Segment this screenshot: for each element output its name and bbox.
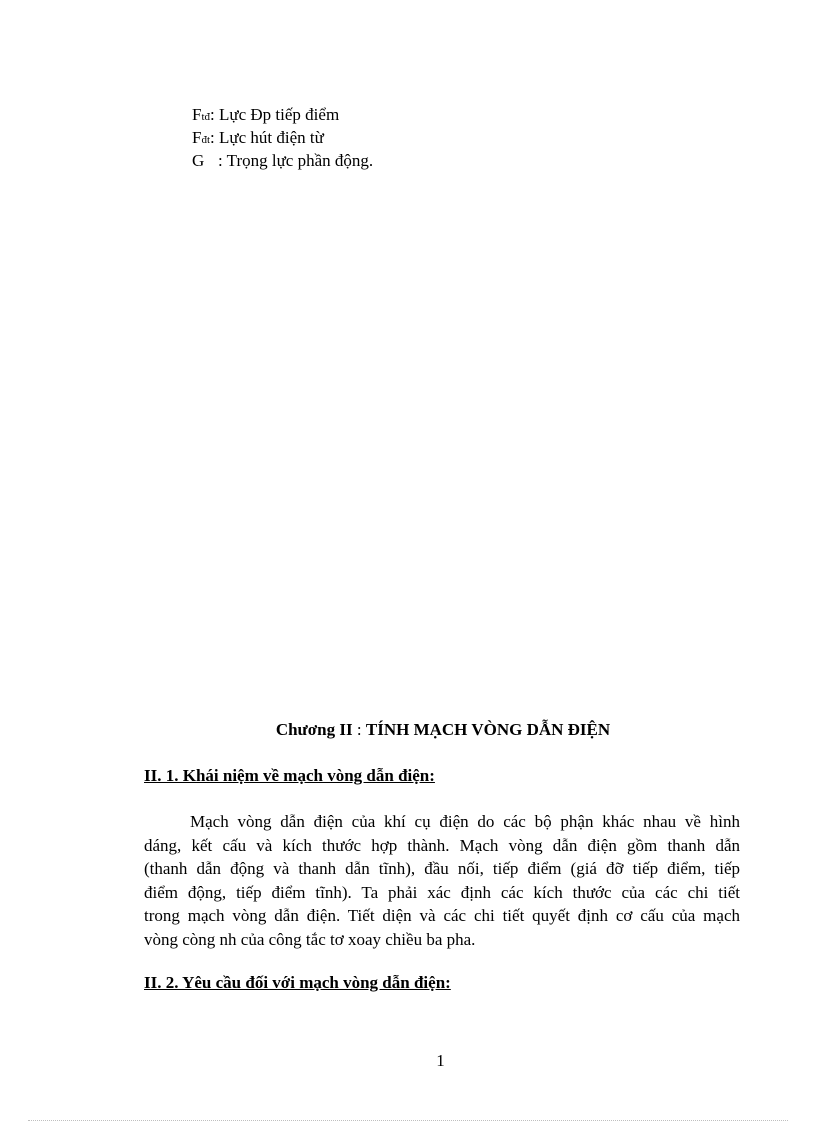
definition-text: Lực Đp tiếp điểm	[219, 105, 340, 124]
definition-row	[192, 127, 324, 151]
paragraph-line: vòng còng nh của công tắc tơ xoay chiều ba pha.	[144, 929, 476, 949]
paragraph-line: (thanh dẫn động và thanh dẫn tĩnh), đầu nối, tiếp điểm (giá đỡ tiếp điểm, tiếp	[144, 859, 740, 878]
symbol-ftd: Ftđ	[192, 105, 211, 124]
definition-text: Lực hút điện từ	[219, 128, 324, 147]
symbol-fdt: Fđt	[192, 128, 211, 147]
paragraph-line: điểm động, tiếp điểm tĩnh). Ta phải xác định các kích thước của các chi tiết	[144, 882, 740, 902]
definition-row	[192, 150, 373, 174]
section-heading-2: II. 2. Yêu cầu đối với mạch vòng dẫn điện:	[144, 973, 451, 992]
definition-text: Trọng lực phần động.	[226, 151, 374, 170]
symbol-g: G	[192, 151, 205, 170]
page-number: 1	[436, 1051, 445, 1070]
definition-separator: :	[218, 151, 227, 170]
footer-divider	[28, 1120, 788, 1121]
paragraph-line: trong mạch vòng dẫn điện. Tiết diện và các chi tiết quyết định cơ cấu của mạch	[144, 906, 740, 925]
definition-row	[192, 104, 339, 128]
paragraph-line: dáng, kết cấu và kích thước hợp thành. Mạch vòng dẫn điện gồm thanh dẫn	[144, 835, 740, 855]
chapter-label: Chương II	[275, 720, 353, 739]
body-paragraph	[144, 810, 740, 951]
paragraph-line: Mạch vòng dẫn điện của khí cụ điện do các bộ phận khác nhau về hình	[190, 812, 740, 831]
chapter-heading: TÍNH MẠCH VÒNG DẪN ĐIỆN	[365, 720, 611, 739]
definition-separator: :	[210, 128, 220, 147]
chapter-separator: :	[352, 720, 366, 739]
chapter-title	[0, 719, 816, 741]
section-heading-1: II. 1. Khái niệm về mạch vòng dẫn điện:	[144, 766, 435, 785]
definition-separator: :	[210, 105, 220, 124]
